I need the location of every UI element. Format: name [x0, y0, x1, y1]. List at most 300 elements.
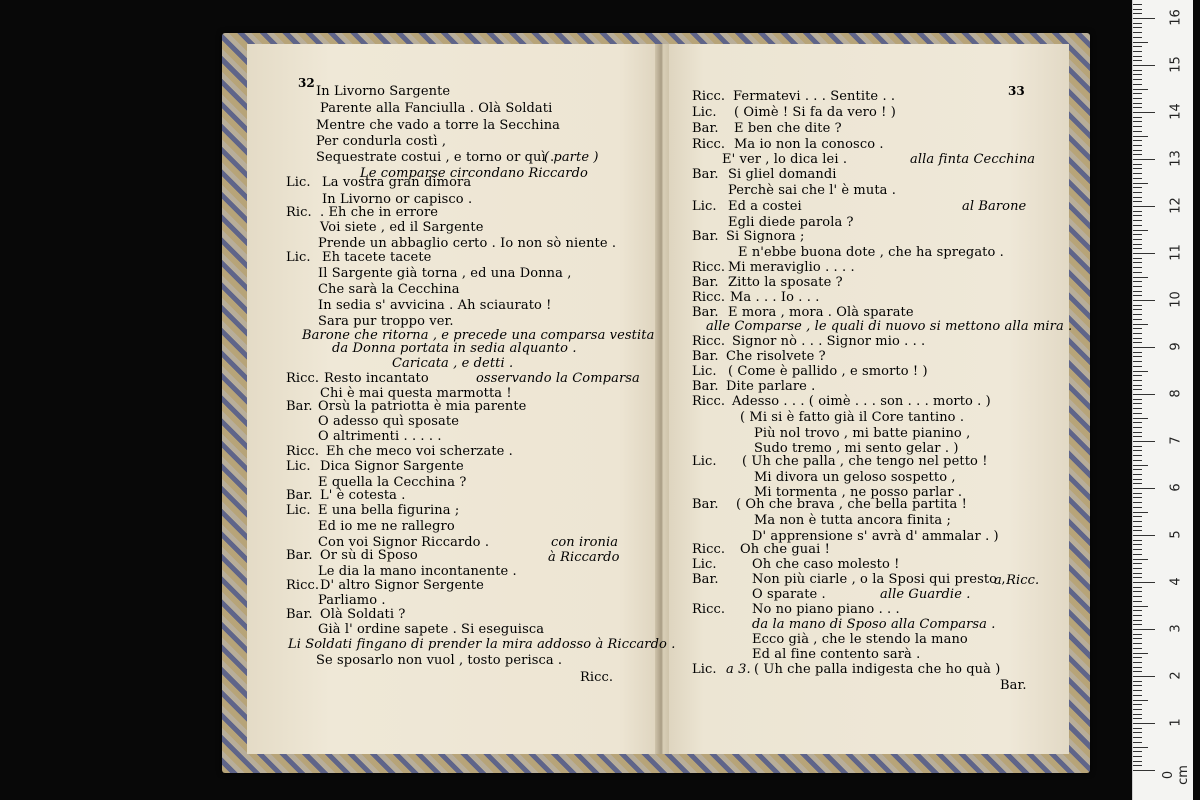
right-page-line: Ed al fine contento sarà . [752, 647, 921, 662]
right-page-line: E mora , mora . Olà sparate [728, 305, 914, 320]
ruler-tick [1133, 103, 1142, 104]
right-page-line: da la mano di Sposo alla Comparsa . [752, 617, 996, 632]
right-page-line: Oh che guai ! [740, 542, 830, 557]
right-page-line: Ma non è tutta ancora finita ; [754, 513, 951, 528]
right-page-line: Bar. [692, 572, 719, 587]
left-page-line: Se sposarlo non vuol , tosto perisca . [316, 653, 563, 668]
ruler-tick [1133, 286, 1142, 287]
ruler-tick [1133, 629, 1155, 630]
right-page-line: Bar. [692, 121, 719, 136]
right-page-line: Signor nò . . . Signor mio . . . [732, 334, 926, 349]
ruler-tick [1133, 427, 1142, 428]
ruler-number: 12 [1168, 197, 1184, 214]
ruler-tick [1133, 27, 1142, 28]
ruler-tick [1133, 187, 1142, 188]
ruler-tick [1133, 201, 1142, 202]
left-page-line: O altrimenti . . . . . [318, 429, 442, 444]
left-page-line: Voi siete , ed il Sargente [320, 220, 484, 235]
right-page-line: Dite parlare . [726, 379, 816, 394]
left-page-line: Le comparse circondano Riccardo [360, 166, 588, 181]
ruler-tick [1133, 173, 1142, 174]
ruler-tick [1133, 422, 1142, 423]
right-page-line: Ricc. [692, 602, 726, 617]
ruler-tick [1133, 535, 1155, 536]
right-page-line: No no piano piano . . . [752, 602, 900, 617]
ruler-tick [1133, 770, 1155, 771]
ruler-tick [1133, 643, 1142, 644]
ruler-tick [1133, 342, 1142, 343]
left-page-line: Bar. [286, 399, 313, 414]
ruler-tick [1133, 695, 1142, 696]
right-page-line: Lic. [692, 454, 717, 469]
ruler-tick [1133, 681, 1142, 682]
ruler-tick [1133, 168, 1142, 169]
ruler-tick [1133, 347, 1155, 348]
ruler-tick [1133, 714, 1142, 715]
ruler-tick [1133, 234, 1142, 235]
ruler-tick [1133, 638, 1142, 639]
left-page-line: D' altro Signor Sergente [320, 578, 484, 593]
ruler-tick [1133, 178, 1142, 179]
ruler-tick [1133, 465, 1148, 466]
left-page-line: Ric. [286, 205, 312, 220]
ruler-number: 1 [1168, 718, 1184, 727]
left-page-line: Eh tacete tacete [322, 250, 432, 265]
ruler-tick [1133, 709, 1142, 710]
left-page-line: Or sù di Sposo [320, 548, 418, 563]
ruler-tick [1133, 671, 1142, 672]
ruler-tick [1133, 601, 1142, 602]
ruler-tick [1133, 352, 1142, 353]
ruler-tick [1133, 215, 1142, 216]
ruler-tick [1133, 60, 1142, 61]
ruler-tick [1133, 577, 1142, 578]
ruler-tick [1133, 277, 1148, 278]
left-page-line: Sequestrate costui , e torno or quì . [316, 150, 555, 165]
left-page-line: Lic. [286, 250, 311, 265]
right-page-line: Bar. [692, 229, 719, 244]
ruler-tick [1133, 333, 1142, 334]
right-page-line: Ricc. [692, 137, 726, 152]
ruler-tick [1133, 479, 1142, 480]
ruler-tick [1133, 13, 1142, 14]
ruler-number: 7 [1168, 436, 1184, 445]
ruler-tick [1133, 300, 1155, 301]
right-page-line: ( Come è pallido , e smorto ! ) [728, 364, 928, 379]
right-page-line: Non più ciarle , o la Sposi qui presto , [752, 572, 1006, 587]
ruler-tick [1133, 540, 1142, 541]
left-page-line: Parliamo . [318, 593, 386, 608]
ruler-tick [1133, 375, 1142, 376]
ruler-tick [1133, 700, 1148, 701]
ruler-tick [1133, 51, 1142, 52]
ruler-tick [1133, 164, 1142, 165]
left-page-line: Eh che meco voi scherzate . [326, 444, 513, 459]
right-page-line: Ricc. [692, 290, 726, 305]
right-page-line: Bar. [692, 305, 719, 320]
ruler-tick [1133, 305, 1142, 306]
ruler-tick [1133, 591, 1142, 592]
ruler-tick [1133, 704, 1142, 705]
right-page-line: Bar. [1000, 678, 1027, 693]
ruler-tick [1133, 418, 1148, 419]
right-page-line: Ma io non la conosco . [734, 137, 884, 152]
left-page-line: Bar. [286, 607, 313, 622]
ruler-tick [1133, 596, 1142, 597]
ruler-tick [1133, 56, 1142, 57]
ruler-tick [1133, 281, 1142, 282]
right-page-line: Si gliel domandi [728, 167, 837, 182]
ruler-number: 9 [1168, 342, 1184, 351]
ruler-tick [1133, 136, 1148, 137]
ruler-tick [1133, 145, 1142, 146]
right-page-line: Zitto la sposate ? [728, 275, 843, 290]
right-page-number: 33 [1008, 84, 1025, 98]
left-page-line: Già l' ordine sapete . Si eseguisca [318, 622, 545, 637]
ruler-tick [1133, 554, 1142, 555]
ruler-tick [1133, 159, 1155, 160]
right-page-line: Ricc. [692, 260, 726, 275]
ruler-tick [1133, 563, 1142, 564]
ruler-tick [1133, 42, 1148, 43]
left-page-line: . Eh che in errore [320, 205, 439, 220]
ruler-tick [1133, 526, 1142, 527]
left-page-line: Li Soldati fingano di prender la mira addosso à Riccardo . [288, 637, 676, 652]
left-page-line: Con voi Signor Riccardo . [318, 535, 490, 550]
ruler-tick [1133, 328, 1142, 329]
right-page-line: Si Signora ; [726, 229, 805, 244]
right-page-line: alle Guardie . [880, 587, 971, 602]
ruler-tick [1133, 544, 1142, 545]
left-page-line: Parente alla Fanciulla . Olà Soldati [320, 101, 553, 116]
ruler-tick [1133, 239, 1142, 240]
right-page-line: ( Uh che palla , che tengo nel petto ! [742, 454, 988, 469]
left-page-line: Olà Soldati ? [320, 607, 406, 622]
left-page-number: 32 [298, 76, 315, 90]
ruler-tick [1133, 272, 1142, 273]
left-page-line: E una bella figurina ; [318, 503, 460, 518]
ruler-tick [1133, 620, 1142, 621]
right-page-line: E' ver , lo dica lei . [722, 152, 848, 167]
ruler-tick [1133, 568, 1142, 569]
left-page-line: Ricc. [286, 371, 320, 386]
ruler-tick [1133, 751, 1142, 752]
ruler-tick [1133, 9, 1142, 10]
right-page-line: Ricc. [692, 542, 726, 557]
ruler-tick [1133, 389, 1142, 390]
left-page-line: Ricc. [286, 444, 320, 459]
ruler-tick [1133, 446, 1142, 447]
ruler-tick [1133, 84, 1142, 85]
ruler-tick [1133, 220, 1142, 221]
ruler-tick [1133, 98, 1142, 99]
ruler-tick [1133, 662, 1142, 663]
ruler-tick [1133, 46, 1142, 47]
ruler-tick [1133, 244, 1142, 245]
right-page-line: al Barone [962, 199, 1027, 214]
ruler-tick [1133, 765, 1142, 766]
ruler-tick [1133, 371, 1148, 372]
ruler-tick [1133, 493, 1142, 494]
ruler-tick [1133, 436, 1142, 437]
ruler-tick [1133, 37, 1142, 38]
ruler-number: 6 [1168, 483, 1184, 492]
right-page-line: Ricc. [692, 334, 726, 349]
ruler-tick [1133, 230, 1148, 231]
right-page-line: Bar. [692, 349, 719, 364]
ruler-tick [1133, 403, 1142, 404]
left-page-line: Lic. [286, 459, 311, 474]
ruler-number: 16 [1168, 9, 1184, 26]
ruler-tick [1133, 521, 1142, 522]
ruler-tick [1133, 356, 1142, 357]
left-page-line: La vostra gran dimora [322, 175, 472, 190]
ruler-tick [1133, 361, 1142, 362]
left-page-line: L' è cotesta . [320, 488, 406, 503]
ruler-tick [1133, 324, 1148, 325]
ruler-tick [1133, 70, 1142, 71]
ruler-tick [1133, 253, 1155, 254]
ruler-tick [1133, 615, 1142, 616]
right-page-line: Bar. [692, 275, 719, 290]
ruler-number: 15 [1168, 56, 1184, 73]
ruler-tick [1133, 93, 1142, 94]
ruler-tick [1133, 676, 1155, 677]
ruler-tick [1133, 455, 1142, 456]
ruler-tick [1133, 89, 1148, 90]
left-page-line: Lic. [286, 503, 311, 518]
right-page-line: Bar. [692, 379, 719, 394]
right-page-line: ( Uh che palla indigesta che ho quà ) [754, 662, 1001, 677]
ruler-tick [1133, 488, 1155, 489]
right-page-line: alle Comparse , le quali di nuovo si mettono alla mira . [706, 319, 1073, 334]
ruler-number: 8 [1168, 389, 1184, 398]
left-page-line: Lic. [286, 175, 311, 190]
left-page-line: In Livorno or capisco . [322, 192, 473, 207]
right-page-line: O sparate . [752, 587, 826, 602]
ruler-tick [1133, 559, 1148, 560]
ruler-number: 2 [1168, 671, 1184, 680]
ruler-tick [1133, 338, 1142, 339]
ruler-tick [1133, 441, 1155, 442]
ruler-tick [1133, 450, 1142, 451]
ruler-tick [1133, 483, 1142, 484]
ruler-tick [1133, 121, 1142, 122]
ruler-tick [1133, 723, 1155, 724]
right-page-line: Lic. [692, 364, 717, 379]
ruler-tick [1133, 131, 1142, 132]
ruler-tick [1133, 469, 1142, 470]
ruler-tick [1133, 107, 1142, 108]
ruler-tick [1133, 460, 1142, 461]
left-page-line: Bar. [286, 548, 313, 563]
right-page-line: Bar. [692, 497, 719, 512]
left-page-line: In sedia s' avvicina . Ah sciaurato ! [318, 298, 552, 313]
ruler-tick [1133, 192, 1142, 193]
left-page-line: à Riccardo [548, 550, 620, 565]
left-page-line: Prende un abbaglio certo . Io non sò niente . [318, 236, 617, 251]
ruler-tick [1133, 502, 1142, 503]
left-page-line: Caricata , e detti . [392, 356, 514, 371]
ruler-tick [1133, 319, 1142, 320]
left-page-line: Resto incantato [324, 371, 429, 386]
right-page-line: Egli diede parola ? [728, 215, 854, 230]
ruler-tick [1133, 74, 1142, 75]
ruler-tick [1133, 295, 1142, 296]
ruler-tick [1133, 530, 1142, 531]
right-page-line: Oh che caso molesto ! [752, 557, 900, 572]
ruler-tick [1133, 262, 1142, 263]
ruler-tick [1133, 18, 1155, 19]
right-page-line: ( Oimè ! Si fa da vero ! ) [734, 105, 896, 120]
left-page-line: Ricc. [286, 578, 320, 593]
right-page-line: E ben che dite ? [734, 121, 842, 136]
ruler-tick [1133, 150, 1142, 151]
ruler-tick [1133, 309, 1142, 310]
left-page-line: Mentre che vado a torre la Secchina [316, 118, 561, 133]
left-page-line: Dica Signor Sargente [320, 459, 464, 474]
ruler-tick [1133, 653, 1148, 654]
ruler-tick [1133, 474, 1142, 475]
right-page-line: E n'ebbe buona dote , che ha spregato . [738, 245, 1004, 260]
left-page-line: In Livorno Sargente [316, 84, 451, 99]
ruler-tick [1133, 258, 1142, 259]
ruler-number: 14 [1168, 103, 1184, 120]
ruler-number: 3 [1168, 624, 1184, 633]
ruler-tick [1133, 732, 1142, 733]
ruler-tick [1133, 648, 1142, 649]
right-page-line: Ed a costei [728, 199, 802, 214]
right-page-line: Ma . . . Io . . . [730, 290, 820, 305]
ruler-tick [1133, 291, 1142, 292]
ruler-tick [1133, 314, 1142, 315]
ruler-tick [1133, 667, 1142, 668]
ruler-tick [1133, 610, 1142, 611]
left-page-line: con ironia [551, 535, 619, 550]
ruler-tick [1133, 112, 1155, 113]
ruler-tick [1133, 587, 1142, 588]
ruler-tick [1133, 761, 1142, 762]
left-page-line: Bar. [286, 488, 313, 503]
left-page-line: Che sarà la Cecchina [318, 282, 460, 297]
left-page-line: O adesso quì sposate [318, 414, 460, 429]
right-page-line: Lic. [692, 557, 717, 572]
left-page-line: Per condurla costì , [316, 134, 447, 149]
ruler-tick [1133, 685, 1142, 686]
left-page-line: Orsù la patriotta è mia parente [318, 399, 527, 414]
ruler-tick [1133, 23, 1142, 24]
ruler-tick [1133, 747, 1148, 748]
ruler-tick [1133, 154, 1142, 155]
ruler-tick [1133, 582, 1155, 583]
right-page-line: Mi meraviglio . . . . [728, 260, 855, 275]
right-page-line: Lic. [692, 105, 717, 120]
left-page-line: Ed io me ne rallegro [318, 519, 455, 534]
right-page-line: Che risolvete ? [726, 349, 826, 364]
ruler-number: 5 [1168, 530, 1184, 539]
ruler-tick [1133, 718, 1142, 719]
ruler-tick [1133, 507, 1142, 508]
left-page-line: Le dia la mano incontanente . [318, 564, 517, 579]
ruler-tick [1133, 606, 1148, 607]
measuring-ruler [1132, 0, 1193, 800]
right-page-line: Ecco già , che le stendo la mano [752, 632, 968, 647]
ruler-tick [1133, 385, 1142, 386]
ruler-number: 4 [1168, 577, 1184, 586]
ruler-tick [1133, 549, 1142, 550]
left-page-line: da Donna portata in sedia alquanto . [332, 341, 577, 356]
left-page-line: E quella la Cecchina ? [318, 475, 467, 490]
ruler-tick [1133, 497, 1142, 498]
ruler-tick [1133, 399, 1142, 400]
left-page-line: Sara pur troppo ver. [318, 314, 454, 329]
ruler-tick [1133, 225, 1142, 226]
right-page-line: Adesso . . . ( oimè . . . son . . . morto . ) [732, 394, 991, 409]
ruler-tick [1133, 79, 1142, 80]
ruler-tick [1133, 366, 1142, 367]
right-page-line: Più nol trovo , mi batte pianino , [754, 426, 971, 441]
ruler-tick [1133, 516, 1142, 517]
ruler-number: 10 [1168, 291, 1184, 308]
ruler-tick [1133, 728, 1142, 729]
ruler-tick [1133, 512, 1148, 513]
ruler-tick [1133, 690, 1142, 691]
ruler-tick [1133, 394, 1155, 395]
ruler-tick [1133, 183, 1148, 184]
ruler-tick [1133, 211, 1142, 212]
ruler-tick [1133, 657, 1142, 658]
right-page-line: ( Mi si è fatto già il Core tantino . [740, 410, 965, 425]
left-page-line: Barone che ritorna , e precede una comparsa vestita [302, 328, 655, 343]
ruler-tick [1133, 267, 1142, 268]
ruler-tick [1133, 206, 1155, 207]
ruler-tick [1133, 140, 1142, 141]
ruler-number: 13 [1168, 150, 1184, 167]
ruler-tick [1133, 408, 1142, 409]
ruler-tick [1133, 197, 1142, 198]
left-page-line: ( parte ) [544, 150, 599, 165]
ruler-tick [1133, 737, 1142, 738]
right-page-line: Fermatevi . . . Sentite . . [733, 89, 896, 104]
ruler-tick [1133, 573, 1142, 574]
left-page-line: Chi è mai questa marmotta ! [320, 386, 512, 401]
ruler-tick [1133, 634, 1142, 635]
right-page-line: Lic. [692, 199, 717, 214]
right-page-line: alla finta Cecchina [910, 152, 1036, 167]
right-page-line: Lic. [692, 662, 717, 677]
right-page-line: Mi divora un geloso sospetto , [754, 470, 956, 485]
ruler-tick [1133, 4, 1142, 5]
ruler-unit-label: 0 cm [1161, 765, 1191, 785]
ruler-tick [1133, 624, 1142, 625]
ruler-tick [1133, 742, 1142, 743]
right-page-line: ( Oh che brava , che bella partita ! [736, 497, 967, 512]
left-page-line: Ricc. [580, 670, 614, 685]
ruler-tick [1133, 117, 1142, 118]
right-page-line: a 3. [726, 662, 751, 677]
ruler-tick [1133, 756, 1142, 757]
left-page-line: osservando la Comparsa [476, 371, 640, 386]
left-page-line: Il Sargente già torna , ed una Donna , [318, 266, 572, 281]
right-page-line: Ricc. [692, 394, 726, 409]
ruler-tick [1133, 126, 1142, 127]
right-page-line: Sudo tremo , mi sento gelar . ) [754, 441, 959, 456]
right-page-line: a Ricc. [994, 573, 1040, 588]
ruler-tick [1133, 32, 1142, 33]
right-page-line: Ricc. [692, 89, 726, 104]
right-page-line: Perchè sai che l' è muta . [728, 183, 896, 198]
ruler-number: 11 [1168, 244, 1184, 261]
